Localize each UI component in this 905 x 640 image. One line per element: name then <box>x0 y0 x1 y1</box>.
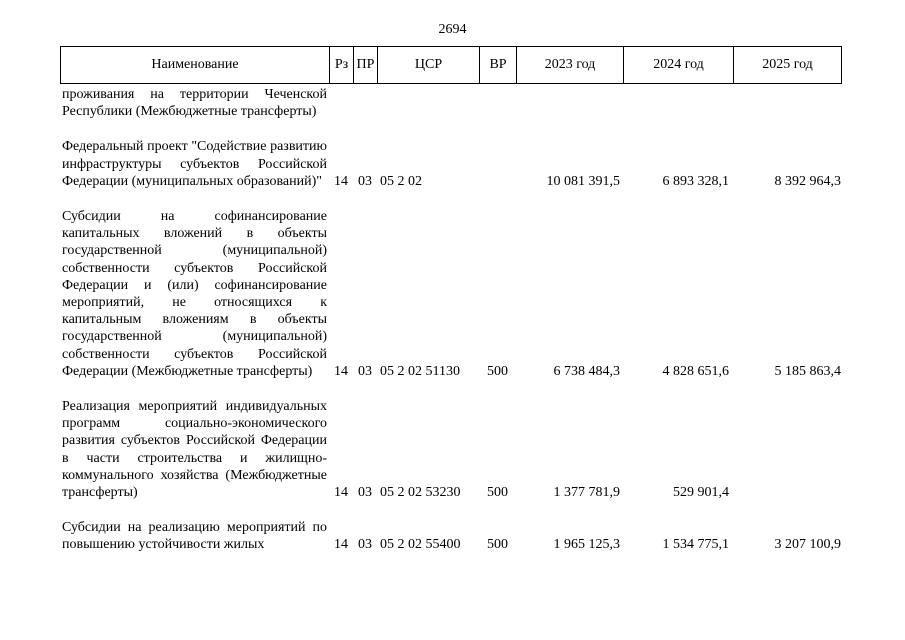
row-2024: 529 901,4 <box>673 485 729 501</box>
row-2023: 6 738 484,3 <box>553 363 620 379</box>
row-name: Субсидии на реализацию мероприятий по повышению устойчивости жилых <box>62 520 327 553</box>
row-2024: 4 828 651,6 <box>662 363 729 379</box>
table-row <box>60 519 842 553</box>
row-name: Федеральный проект "Содействие развитию инфраструктуры субъектов Российской Федерации (муниципальных образований)" <box>62 139 327 189</box>
header-vr: ВР <box>480 47 517 83</box>
row-name: Реализация мероприятий индивидуальных программ социально-экономического развития субъектов Российской Федерации в части строительства и жилищно-коммунального хозяйства (Межбюджетные трансферты) <box>62 399 327 501</box>
row-name: Субсидии на софинансирование капитальных вложений в объекты государственной (муниципальной) собственности субъектов Российской Федерации и (или) софинансирование мероприятий, не относящихся к капитальным вложениям в объекты государственной (муниципальной) собственности субъектов Российской Федерации (Межбюджетные трансферты) <box>62 209 327 379</box>
row-csr: 05 2 02 53230 <box>380 485 461 501</box>
row-2023: 10 081 391,5 <box>546 173 620 189</box>
row-2023: 1 965 125,3 <box>553 537 620 553</box>
header-pr: ПР <box>354 47 378 83</box>
row-2025: 8 392 964,3 <box>774 173 841 189</box>
row-csr: 05 2 02 55400 <box>380 537 461 553</box>
header-name: Наименование <box>61 47 330 83</box>
row-pr: 03 <box>358 363 372 379</box>
row-csr: 05 2 02 <box>380 173 422 189</box>
row-2025: 3 207 100,9 <box>774 537 841 553</box>
table-row <box>60 138 842 190</box>
header-2025: 2025 год <box>762 57 813 72</box>
row-rz: 14 <box>334 363 348 379</box>
table-row <box>60 86 842 120</box>
header-2023: 2023 год <box>517 47 624 83</box>
row-vr: 500 <box>487 485 508 501</box>
row-2025: 5 185 863,4 <box>774 363 841 379</box>
row-rz: 14 <box>334 537 348 553</box>
row-rz: 14 <box>334 485 348 501</box>
table-body <box>60 86 842 554</box>
row-2024: 6 893 328,1 <box>662 173 729 189</box>
row-name: проживания на территории Чеченской Республики (Межбюджетные трансферты) <box>62 87 327 120</box>
row-pr: 03 <box>358 537 372 553</box>
header-csr: ЦСР <box>378 47 480 83</box>
row-pr: 03 <box>358 173 372 189</box>
header-rz: Рз <box>330 47 354 83</box>
row-csr: 05 2 02 51130 <box>380 363 460 379</box>
row-2024: 1 534 775,1 <box>662 537 729 553</box>
table-row <box>60 398 842 501</box>
row-pr: 03 <box>358 485 372 501</box>
header-2024: 2024 год <box>624 47 734 83</box>
row-2023: 1 377 781,9 <box>553 485 620 501</box>
table-row <box>60 208 842 380</box>
row-vr: 500 <box>487 363 508 379</box>
table-header <box>60 46 842 84</box>
row-vr: 500 <box>487 537 508 553</box>
page-number: 2694 <box>438 22 467 37</box>
row-rz: 14 <box>334 173 348 189</box>
